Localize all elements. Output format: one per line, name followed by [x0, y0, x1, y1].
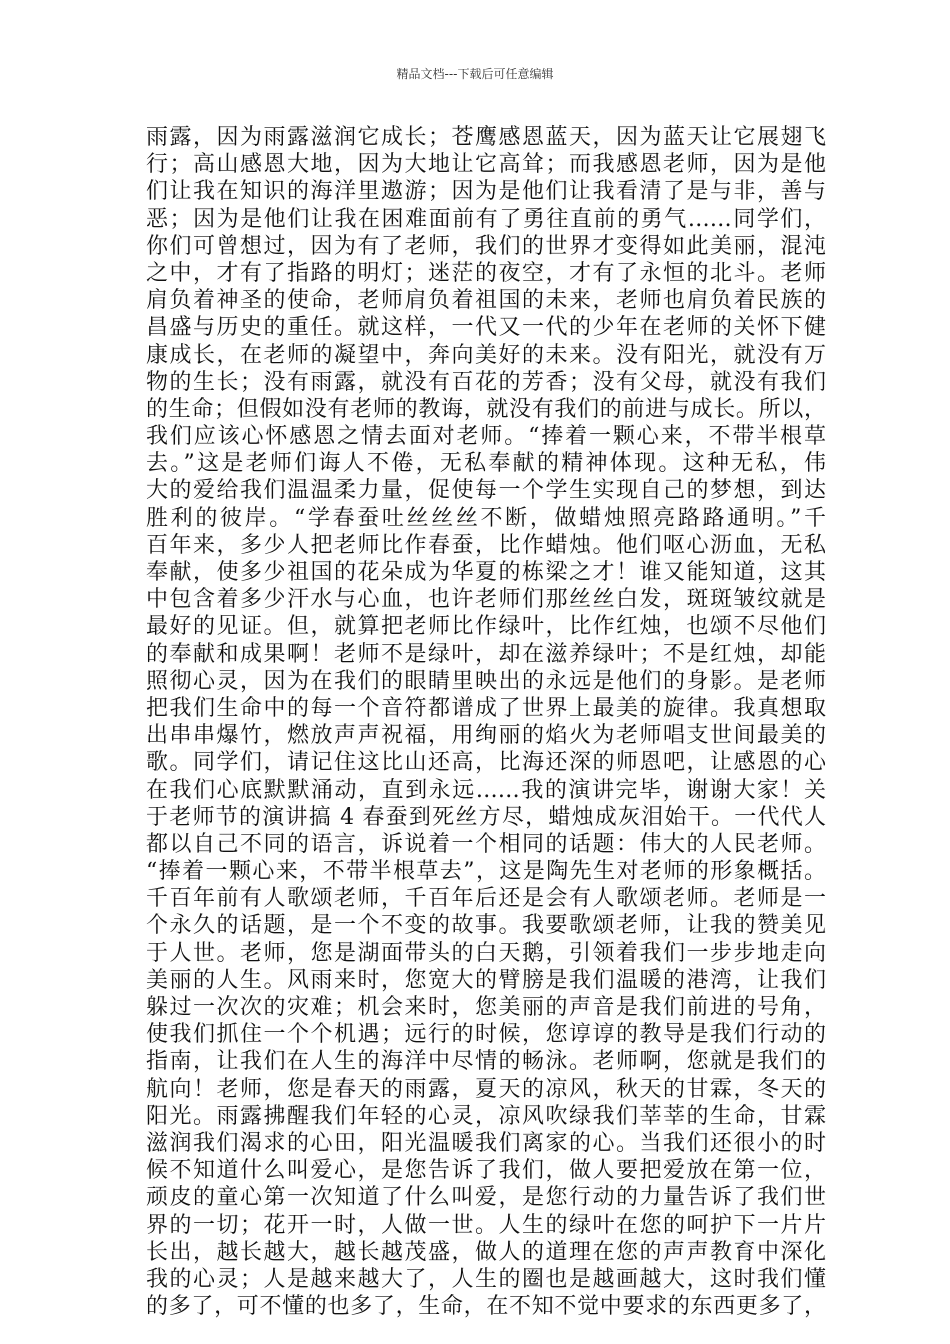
text-line: 恶；因为是他们让我在困难面前有了勇往直前的勇气……同学们， [146, 206, 826, 232]
text-line: 照彻心灵，因为在我们的眼睛里映出的永远是他们的身影。是老师 [146, 668, 826, 694]
text-line: 都以自己不同的语言，诉说着一个相同的话题：伟大的人民老师。 [146, 831, 826, 857]
text-line: 在我们心底默默涌动，直到永远……我的演讲完毕，谢谢大家！关 [146, 777, 826, 803]
text-line: 千百年前有人歌颂老师，千百年后还是会有人歌颂老师。老师是一 [146, 886, 826, 912]
text-line: 把我们生命中的每一个音符都谱成了世界上最美的旋律。我真想取 [146, 695, 826, 721]
text-line: 肩负着神圣的使命，老师肩负着祖国的未来，老师也肩负着民族的 [146, 288, 826, 314]
text-line: 候不知道什么叫爱心，是您告诉了我们，做人要把爱放在第一位， [146, 1158, 826, 1184]
text-line: 航向！老师，您是春天的雨露，夏天的凉风，秋天的甘霖，冬天的 [146, 1076, 826, 1102]
text-line: 百年来，多少人把老师比作春蚕，比作蜡烛。他们呕心沥血，无私 [146, 532, 826, 558]
text-line: 去。”这是老师们诲人不倦，无私奉献的精神体现。这种无私，伟 [146, 451, 826, 477]
text-line: 我的心灵；人是越来越大了，人生的圈也是越画越大，这时我们懂 [146, 1266, 826, 1292]
text-line: 出串串爆竹，燃放声声祝福，用绚丽的焰火为老师唱支世间最美的 [146, 723, 826, 749]
text-line: 个永久的话题，是一个不变的故事。我要歌颂老师，让我的赞美见 [146, 913, 826, 939]
text-line: 阳光。雨露拂醒我们年轻的心灵，凉风吹绿我们莘莘的生命，甘霖 [146, 1103, 826, 1129]
text-line: 界的一切；花开一时，人做一世。人生的绿叶在您的呵护下一片片 [146, 1212, 826, 1238]
text-line: 的生命；但假如没有老师的教诲，就没有我们的前进与成长。所以， [146, 396, 826, 422]
text-line: 雨露，因为雨露滋润它成长；苍鹰感恩蓝天，因为蓝天让它展翅飞 [146, 125, 826, 150]
text-line: 们让我在知识的海洋里遨游；因为是他们让我看清了是与非，善与 [146, 179, 826, 205]
text-line: 的多了，可不懂的也多了，生命，在不知不觉中要求的东西更多了， [146, 1294, 826, 1320]
text-line: 美丽的人生。风雨来时，您宽大的臂膀是我们温暖的港湾，让我们 [146, 967, 826, 993]
text-line: 于老师节的演讲搞 4 春蚕到死丝方尽，蜡烛成灰泪始干。一代代人 [146, 804, 826, 830]
text-line: 最好的见证。但，就算把老师比作绿叶，比作红烛，也颂不尽他们 [146, 614, 826, 640]
text-line: 胜利的彼岸。“学春蚕吐丝丝丝不断，做蜡烛照亮路路通明。”千 [146, 505, 826, 531]
text-line: 康成长，在老师的凝望中，奔向美好的未来。没有阳光，就没有万 [146, 342, 826, 368]
text-line: 顽皮的童心第一次知道了什么叫爱，是您行动的力量告诉了我们世 [146, 1185, 826, 1211]
text-line: 大的爱给我们温温柔力量，促使每一个学生实现自己的梦想，到达 [146, 478, 826, 504]
text-line: 躲过一次次的灾难；机会来时，您美丽的声音是我们前进的号角， [146, 995, 826, 1020]
text-line: 之中，才有了指路的明灯；迷茫的夜空，才有了永恒的北斗。老师 [146, 260, 826, 286]
text-line: 中包含着多少汗水与心血，也许老师们那丝丝白发，斑斑皱纹就是 [146, 587, 826, 613]
text-line: 指南，让我们在人生的海洋中尽情的畅泳。老师啊，您就是我们的 [146, 1049, 826, 1075]
text-line: “捧着一颗心来，不带半根草去”，这是陶先生对老师的形象概括。 [146, 859, 826, 885]
text-line: 滋润我们渴求的心田，阳光温暖我们离家的心。当我们还很小的时 [146, 1130, 826, 1156]
text-line: 长出，越长越大，越长越茂盛，做人的道理在您的声声教育中深化 [146, 1239, 826, 1265]
text-line: 使我们抓住一个个机遇；远行的时候，您谆谆的教导是我们行动的 [146, 1022, 826, 1048]
text-line: 行；高山感恩大地，因为大地让它高耸；而我感恩老师，因为是他 [146, 152, 826, 178]
page-header: 精品文档---下载后可任意编辑 [396, 67, 554, 81]
text-line: 歌。同学们，请记住这比山还高，比海还深的师恩吧，让感恩的心 [146, 750, 826, 776]
text-line: 奉献，使多少祖国的花朵成为华夏的栋梁之才！谁又能知道，这其 [146, 560, 826, 585]
text-line: 我们应该心怀感恩之情去面对老师。“捧着一颗心来，不带半根草 [146, 424, 826, 450]
document-body [146, 124, 826, 1320]
text-line: 的奉献和成果啊！老师不是绿叶，却在滋养绿叶；不是红烛，却能 [146, 641, 826, 667]
text-line: 物的生长；没有雨露，就没有百花的芳香；没有父母，就没有我们 [146, 369, 826, 395]
text-line: 昌盛与历史的重任。就这样，一代又一代的少年在老师的关怀下健 [146, 315, 826, 341]
text-line: 你们可曾想过，因为有了老师，我们的世界才变得如此美丽，混沌 [146, 233, 826, 259]
text-line: 于人世。老师，您是湖面带头的白天鹅，引领着我们一步步地走向 [146, 940, 826, 966]
